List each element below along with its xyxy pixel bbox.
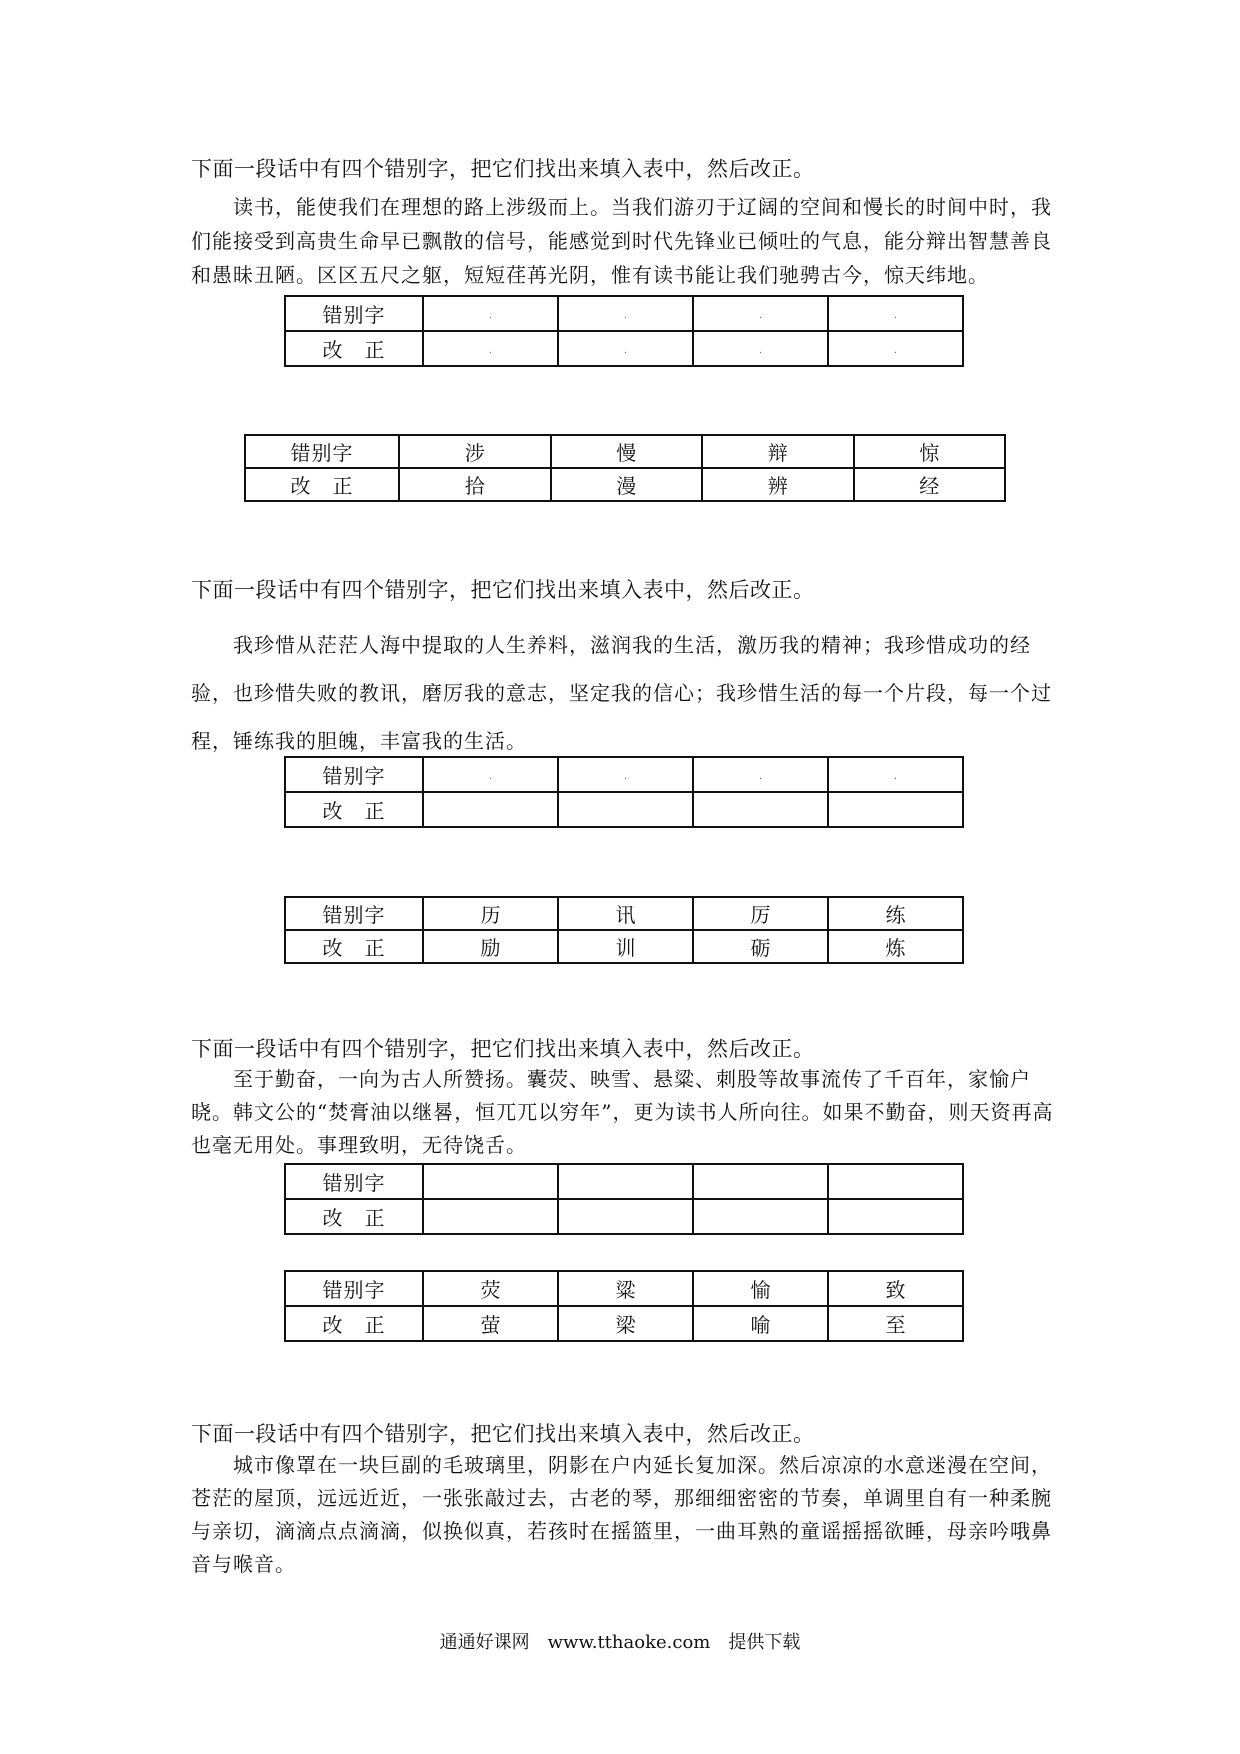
question-2-blank-table	[284, 756, 964, 828]
wrong-char-cell: 厉	[693, 897, 828, 930]
blank-cell: ·	[423, 757, 558, 792]
blank-cell	[693, 792, 828, 827]
blank-cell: ·	[828, 331, 963, 366]
row-label-correct: 改 正	[285, 930, 423, 963]
wrong-char-cell: 辩	[702, 435, 854, 468]
correct-char-cell: 炼	[828, 930, 963, 963]
wrong-char-cell: 荧	[423, 1271, 558, 1306]
row-label-correct: 改 正	[285, 1306, 423, 1341]
blank-cell: ·	[558, 296, 693, 331]
blank-cell: ·	[558, 331, 693, 366]
blank-cell	[693, 1164, 828, 1199]
blank-cell	[423, 1164, 558, 1199]
paragraph-text: 至于勤奋，一向为古人所赞扬。囊荧、映雪、悬粱、刺股等故事流传了千百年，家愉户晓。韩文公的“焚膏油以继晷，恒兀兀以穷年”，更为读书人所向往。如果不勤奋，则天资再高也毫无用处。事理致明，无待饶舌。	[191, 1067, 1054, 1157]
question-3-blank-table	[284, 1163, 964, 1235]
blank-cell: ·	[693, 296, 828, 331]
correct-char-cell: 励	[423, 930, 558, 963]
blank-cell	[423, 792, 558, 827]
blank-cell: ·	[693, 757, 828, 792]
blank-cell	[558, 792, 693, 827]
row-label-correct: 改 正	[285, 331, 423, 366]
correct-char-cell: 萤	[423, 1306, 558, 1341]
question-3-answer-table	[284, 1270, 964, 1342]
question-1-paragraph	[191, 190, 1057, 292]
question-3-paragraph	[191, 1063, 1057, 1162]
row-label-correct: 改 正	[245, 468, 399, 501]
question-1-title: 下面一段话中有四个错别字，把它们找出来填入表中，然后改正。	[191, 157, 815, 181]
blank-cell: ·	[828, 296, 963, 331]
blank-cell: ·	[693, 331, 828, 366]
paragraph-text: 城市像罩在一块巨副的毛玻璃里，阴影在户内延长复加深。然后凉凉的水意迷漫在空间，苍茫的屋顶，远远近近，一张张敲过去，古老的琴，那细细密密的节奏，单调里自有一种柔腕与亲切，滴滴点点滴滴，似换似真，若孩时在摇篮里，一曲耳熟的童谣摇摇欲睡，母亲吟哦鼻音与喉音。	[191, 1453, 1052, 1576]
wrong-char-cell: 练	[828, 897, 963, 930]
correct-char-cell: 喻	[693, 1306, 828, 1341]
question-4-title: 下面一段话中有四个错别字，把它们找出来填入表中，然后改正。	[191, 1422, 815, 1446]
blank-cell	[558, 1164, 693, 1199]
paragraph-text: 我珍惜从茫茫人海中提取的人生养料，滋润我的生活，激历我的精神；我珍惜成功的经验，也珍惜失败的教讯，磨厉我的意志，坚定我的信心；我珍惜生活的每一个片段，每一个过程，锤练我的胆魄，丰富我的生活。	[191, 633, 1052, 753]
question-4-paragraph	[191, 1449, 1057, 1581]
blank-cell: ·	[558, 757, 693, 792]
wrong-char-cell: 愉	[693, 1271, 828, 1306]
blank-cell	[828, 1199, 963, 1234]
wrong-char-cell: 惊	[854, 435, 1006, 468]
wrong-char-cell: 粱	[558, 1271, 693, 1306]
blank-cell	[693, 1199, 828, 1234]
blank-cell	[558, 1199, 693, 1234]
wrong-char-cell: 慢	[551, 435, 703, 468]
correct-char-cell: 梁	[558, 1306, 693, 1341]
row-label-wrong: 错别字	[285, 1164, 423, 1199]
blank-cell: ·	[423, 296, 558, 331]
paragraph-text: 读书，能使我们在理想的路上涉级而上。当我们游刃于辽阔的空间和慢长的时间中时，我们能接受到高贵生命早已飘散的信号，能感觉到时代先锋业已倾吐的气息，能分辩出智慧善良和愚昧丑陋。区区五尺之躯，短短荏苒光阴，惟有读书能让我们驰骋古今，惊天纬地。	[191, 195, 1052, 287]
blank-cell	[423, 1199, 558, 1234]
question-2-answer-table	[284, 896, 964, 964]
row-label-correct: 改 正	[285, 1199, 423, 1234]
question-2-title: 下面一段话中有四个错别字，把它们找出来填入表中，然后改正。	[191, 578, 815, 602]
row-label-wrong: 错别字	[285, 1271, 423, 1306]
blank-cell	[828, 1164, 963, 1199]
correct-char-cell: 辨	[702, 468, 854, 501]
row-label-wrong: 错别字	[245, 435, 399, 468]
blank-cell	[828, 792, 963, 827]
wrong-char-cell: 讯	[558, 897, 693, 930]
correct-char-cell: 漫	[551, 468, 703, 501]
row-label-correct: 改 正	[285, 792, 423, 827]
row-label-wrong: 错别字	[285, 897, 423, 930]
question-3-title: 下面一段话中有四个错别字，把它们找出来填入表中，然后改正。	[191, 1037, 815, 1061]
footer-credit: 通通好课网 www.tthaoke.com 提供下载	[439, 1632, 801, 1653]
correct-char-cell: 砺	[693, 930, 828, 963]
question-1-answer-table	[244, 434, 1006, 502]
blank-cell: ·	[828, 757, 963, 792]
correct-char-cell: 训	[558, 930, 693, 963]
correct-char-cell: 拾	[399, 468, 551, 501]
correct-char-cell: 经	[854, 468, 1006, 501]
question-2-paragraph	[191, 621, 1057, 765]
row-label-wrong: 错别字	[285, 296, 423, 331]
wrong-char-cell: 历	[423, 897, 558, 930]
wrong-char-cell: 致	[828, 1271, 963, 1306]
wrong-char-cell: 涉	[399, 435, 551, 468]
correct-char-cell: 至	[828, 1306, 963, 1341]
row-label-wrong: 错别字	[285, 757, 423, 792]
blank-cell: ·	[423, 331, 558, 366]
question-1-blank-table	[284, 295, 964, 367]
